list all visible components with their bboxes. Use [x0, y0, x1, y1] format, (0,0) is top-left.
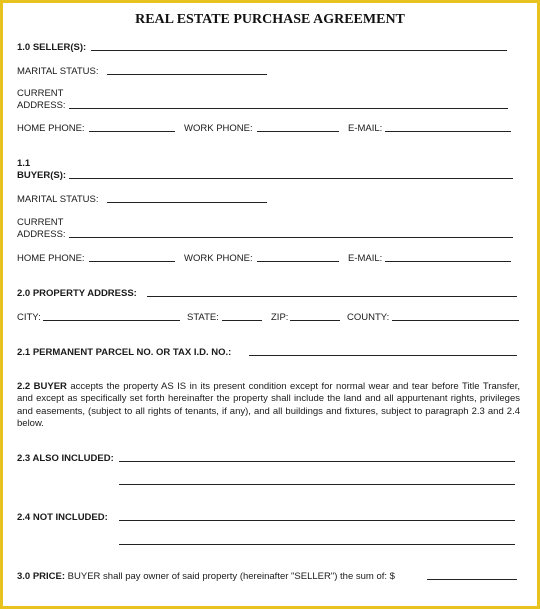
state-label: STATE:	[187, 312, 219, 323]
property-address-field[interactable]	[147, 296, 517, 297]
parcel-field[interactable]	[249, 355, 517, 356]
price-field[interactable]	[427, 579, 517, 580]
document-page	[3, 3, 537, 606]
seller-name-field[interactable]	[91, 50, 507, 51]
buyer-work-phone-field[interactable]	[257, 261, 339, 262]
seller-home-phone-label: HOME PHONE:	[17, 123, 85, 134]
seller-email-field[interactable]	[385, 131, 511, 132]
seller-email-label: E-MAIL:	[348, 123, 383, 134]
county-label: COUNTY:	[347, 312, 390, 323]
buyer-label: BUYER(S):	[17, 170, 67, 181]
buyer-clause-text: accepts the property AS IS in its present condition except for normal wear and tear before Title Transfer, and except as specifically set forth hereinafter the property shall include the land and all appurtenant rights, privileges and easements, (subject to all rights of tenants, if any), and all buildings and fixtures, subject to paragraph 2.3 and 2.4 below.	[17, 381, 520, 429]
also-included-field-2[interactable]	[119, 484, 515, 485]
also-included-label: 2.3 ALSO INCLUDED:	[17, 453, 114, 464]
price-label: 3.0 PRICE:	[17, 571, 66, 582]
county-field[interactable]	[392, 320, 519, 321]
seller-label: 1.0 SELLER(S):	[17, 42, 87, 53]
not-included-field-1[interactable]	[119, 520, 515, 521]
zip-label: ZIP:	[271, 312, 289, 323]
buyer-clause-paragraph	[17, 381, 520, 430]
buyer-current-label: CURRENT	[17, 217, 64, 228]
state-field[interactable]	[222, 320, 262, 321]
buyer-marital-status-label: MARITAL STATUS:	[17, 194, 99, 205]
buyer-clause-label: 2.2 BUYER	[17, 381, 67, 392]
buyer-email-field[interactable]	[385, 261, 511, 262]
property-address-label: 2.0 PROPERTY ADDRESS:	[17, 288, 137, 299]
seller-marital-status-field[interactable]	[107, 74, 267, 75]
parcel-label: 2.1 PERMANENT PARCEL NO. OR TAX I.D. NO.:	[17, 347, 232, 358]
also-included-field-1[interactable]	[119, 461, 515, 462]
document-title: REAL ESTATE PURCHASE AGREEMENT	[135, 12, 405, 27]
buyer-marital-status-field[interactable]	[107, 202, 267, 203]
price-text: BUYER shall pay owner of said property (hereinafter "SELLER") the sum of: $	[65, 571, 395, 582]
city-label: CITY:	[17, 312, 41, 323]
seller-work-phone-label: WORK PHONE:	[184, 123, 253, 134]
buyer-email-label: E-MAIL:	[348, 253, 383, 264]
seller-marital-status-label: MARITAL STATUS:	[17, 66, 99, 77]
city-field[interactable]	[43, 320, 180, 321]
price-line	[17, 571, 395, 582]
not-included-field-2[interactable]	[119, 544, 515, 545]
buyer-work-phone-label: WORK PHONE:	[184, 253, 253, 264]
zip-field[interactable]	[290, 320, 340, 321]
seller-home-phone-field[interactable]	[89, 131, 175, 132]
not-included-label: 2.4 NOT INCLUDED:	[17, 512, 108, 523]
buyer-home-phone-field[interactable]	[89, 261, 175, 262]
buyer-address-label: ADDRESS:	[17, 229, 66, 240]
buyer-name-field[interactable]	[69, 178, 513, 179]
seller-work-phone-field[interactable]	[257, 131, 339, 132]
buyer-number: 1.1	[17, 158, 31, 169]
buyer-address-field[interactable]	[69, 237, 513, 238]
seller-current-label: CURRENT	[17, 88, 64, 99]
seller-address-label: ADDRESS:	[17, 100, 66, 111]
seller-address-field[interactable]	[69, 108, 508, 109]
buyer-home-phone-label: HOME PHONE:	[17, 253, 85, 264]
